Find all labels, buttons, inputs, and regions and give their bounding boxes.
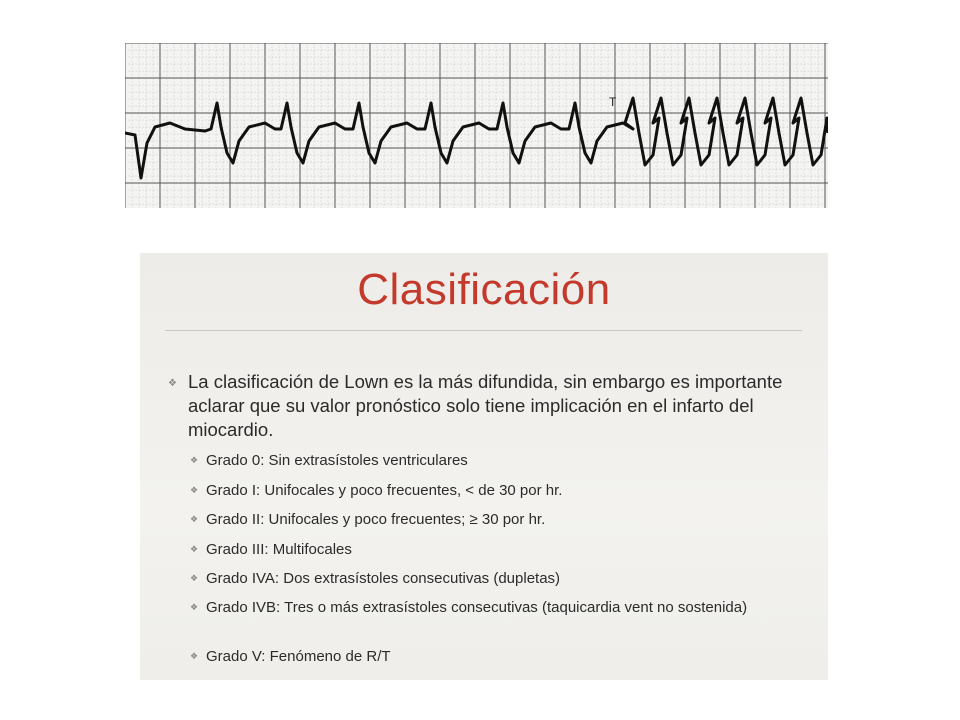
bullet-icon: ❖	[190, 485, 199, 495]
list-item: Grado IVB: Tres o más extrasístoles consecutivas (taquicardia vent no sostenida)	[206, 599, 748, 616]
slide-title: Clasificación	[357, 265, 611, 314]
slide	[140, 253, 828, 680]
bullet-icon: ❖	[190, 455, 199, 465]
bullet-icon: ❖	[168, 378, 177, 389]
bullet-icon: ❖	[190, 514, 199, 524]
title-divider	[165, 330, 802, 331]
bullet-icon: ❖	[190, 602, 199, 612]
bullet-icon: ❖	[190, 573, 199, 583]
list-item: Grado III: Multifocales	[206, 541, 352, 558]
ecg-marker-label: T	[609, 95, 617, 109]
main-bullet-text: La clasificación de Lown es la más difundida, sin embargo es importante aclarar que su valor pronóstico solo tiene implicación en el infarto del miocardio.	[188, 371, 783, 440]
list-item: Grado II: Unifocales y poco frecuentes; ≥ 30 por hr.	[206, 511, 546, 528]
list-item: Grado 0: Sin extrasístoles ventriculares	[206, 452, 468, 469]
list-item: Grado V: Fenómeno de R/T	[206, 648, 391, 665]
bullet-icon: ❖	[190, 651, 199, 661]
ecg-strip-image	[125, 43, 828, 208]
list-item: Grado IVA: Dos extrasístoles consecutivas (dupletas)	[206, 570, 561, 587]
list-item: Grado I: Unifocales y poco frecuentes, < de 30 por hr.	[206, 482, 563, 499]
bullet-icon: ❖	[190, 544, 199, 554]
ecg-trace-graphic	[125, 43, 828, 208]
